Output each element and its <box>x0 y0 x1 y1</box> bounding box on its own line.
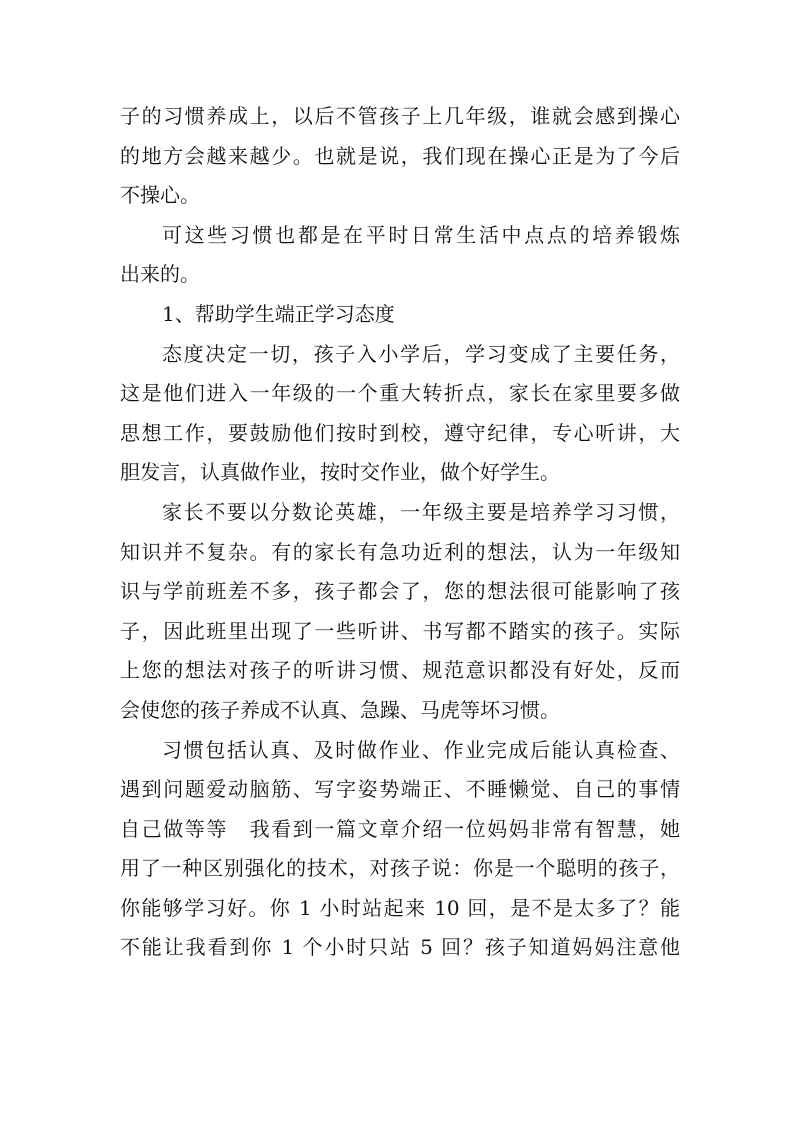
text-line: 子的习惯养成上，以后不管孩子上几年级，谁就会感到操心 <box>120 104 680 128</box>
text-line: 你能够学习好。你 1 小时站起来 10 回，是不是太多了？能 <box>120 895 680 920</box>
text-line: 的地方会越来越少。也就是说，我们现在操心正是为了今后 <box>120 143 680 168</box>
text-line: 可这些习惯也都是在平时日常生活中点点的培养锻炼 <box>162 222 680 247</box>
text-line: 上您的想法对孩子的听讲习惯、规范意识都没有好处，反而 <box>120 658 680 683</box>
text-line: 思想工作，要鼓励他们按时到校，遵守纪律，专心听讲，大 <box>120 420 680 445</box>
text-line: 家长不要以分数论英雄，一年级主要是培养学习习惯， <box>162 499 680 524</box>
text-line: 不能让我看到你 1 个小时只站 5 回？孩子知道妈妈注意他 <box>120 935 680 960</box>
body-text <box>120 97 680 968</box>
text-line: 态度决定一切，孩子入小学后，学习变成了主要任务， <box>162 341 680 366</box>
text-line: 子，因此班里出现了一些听讲、书写都不踏实的孩子。实际 <box>120 618 680 643</box>
text-line: 会使您的孩子养成不认真、急躁、马虎等坏习惯。 <box>120 697 560 722</box>
text-line: 识与学前班差不多，孩子都会了，您的想法很可能影响了孩 <box>120 579 680 604</box>
text-line: 遇到问题爱动脑筋、写字姿势端正、不睡懒觉、自己的事情 <box>120 777 680 802</box>
text-line: 出来的。 <box>120 262 200 287</box>
section-heading: 1、帮助学生端正学习态度 <box>162 301 395 326</box>
text-line: 用了一种区别强化的技术，对孩子说：你是一个聪明的孩子， <box>120 856 680 881</box>
text-line: 胆发言，认真做作业，按时交作业，做个好学生。 <box>120 460 560 485</box>
text-line: 知识并不复杂。有的家长有急功近利的想法，认为一年级知 <box>120 539 680 564</box>
text-line: 习惯包括认真、及时做作业、作业完成后能认真检查、 <box>162 737 680 762</box>
text-line: 不操心。 <box>120 183 200 208</box>
text-line: 自己做等等 我看到一篇文章介绍一位妈妈非常有智慧，她 <box>120 816 680 841</box>
text-line: 这是他们进入一年级的一个重大转折点，家长在家里要多做 <box>120 381 680 406</box>
